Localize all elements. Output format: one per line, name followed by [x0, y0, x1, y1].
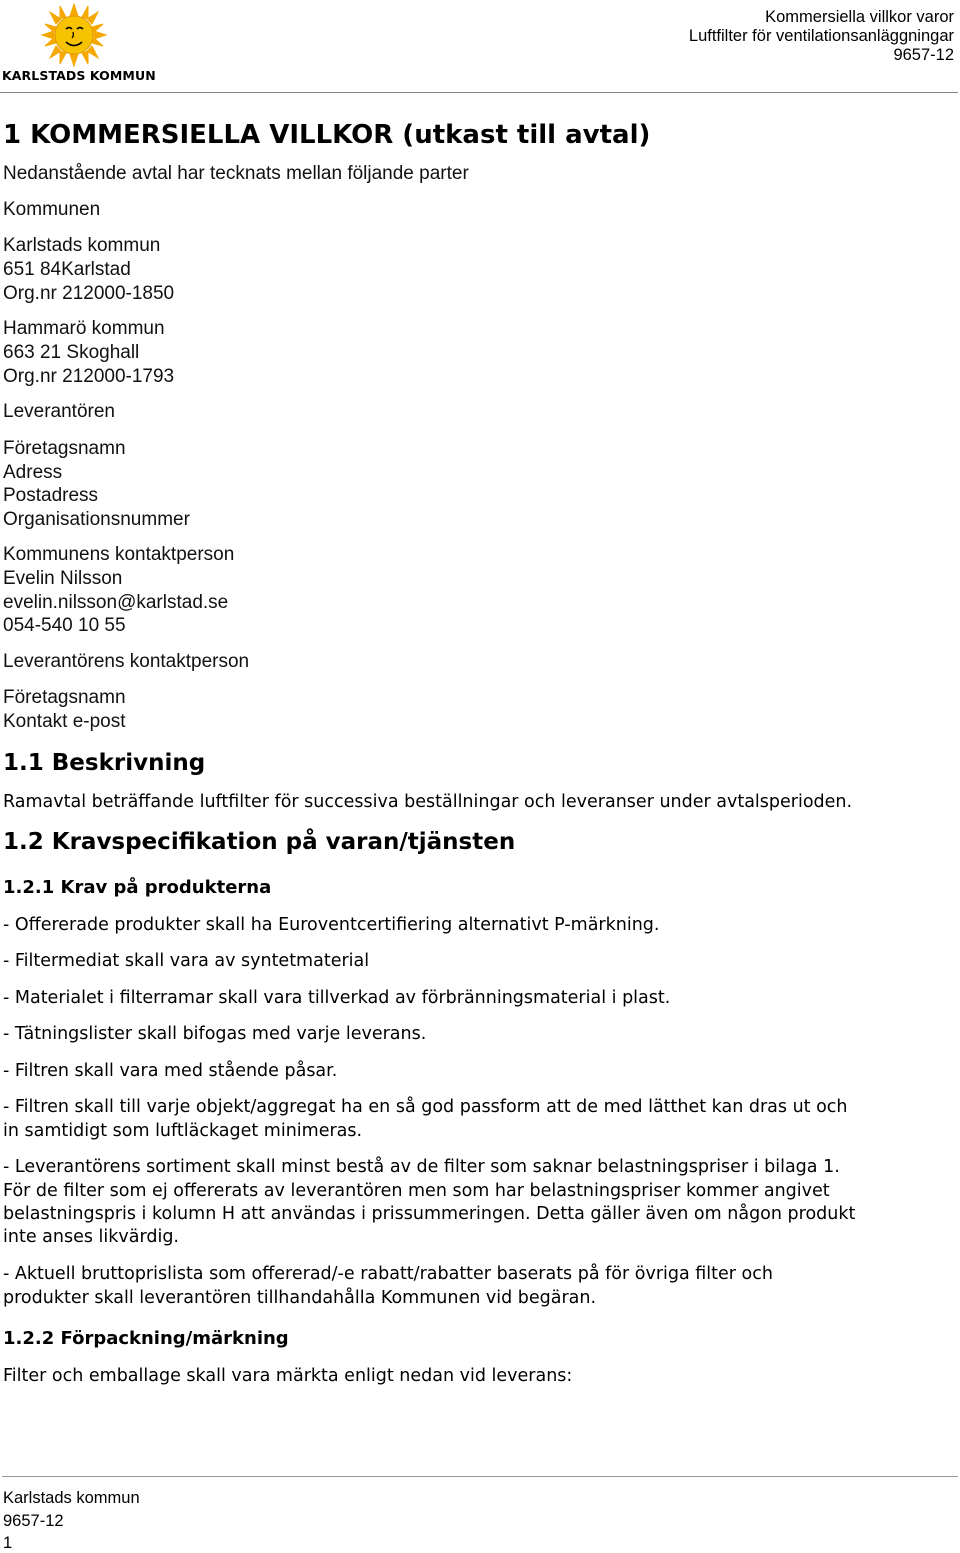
supplier-contact-company: Företagsnamn	[3, 687, 126, 708]
kommun-contact-label: Kommunens kontaktperson	[3, 544, 235, 565]
requirement-6-line-2: in samtidigt som luftläckaget minimeras.	[3, 1121, 363, 1141]
karlstad-address: 651 84Karlstad	[3, 259, 131, 280]
header-divider	[0, 92, 958, 93]
footer-divider	[2, 1476, 958, 1477]
header-title: Kommersiella villkor varor	[765, 8, 954, 26]
requirement-7-line-1: - Leverantörens sortiment skall minst bestå av de filter som saknar belastningspriser i bilaga 1.	[3, 1157, 840, 1177]
kommunen-label: Kommunen	[3, 199, 101, 220]
kommun-contact-phone: 054-540 10 55	[3, 615, 126, 636]
requirement-3: - Materialet i filterramar skall vara tillverkad av förbränningsmaterial i plast.	[3, 988, 671, 1008]
karlstad-orgnr: Org.nr 212000-1850	[3, 283, 175, 304]
section-1-1-text: Ramavtal beträffande luftfilter för successiva beställningar och leveranser under avtalsperioden.	[3, 792, 853, 812]
supplier-contact-email: Kontakt e-post	[3, 711, 126, 732]
section-1-2-heading: 1.2 Kravspecifikation på varan/tjänsten	[3, 829, 516, 855]
field-postadress: Postadress	[3, 485, 99, 506]
section-1-2-2-text: Filter och emballage skall vara märkta enligt nedan vid leverans:	[3, 1366, 573, 1386]
kommun-contact-name: Evelin Nilsson	[3, 568, 123, 589]
requirement-2: - Filtermediat skall vara av syntetmaterial	[3, 951, 370, 971]
leverantoren-label: Leverantören	[3, 401, 115, 422]
sun-icon	[32, 2, 116, 68]
footer-organization: Karlstads kommun	[3, 1489, 140, 1507]
section-1-2-2-heading: 1.2.2 Förpackning/märkning	[3, 1328, 289, 1349]
requirement-1: - Offererade produkter skall ha Euroventcertifiering alternativt P-märkning.	[3, 915, 660, 935]
header-subtitle: Luftfilter för ventilationsanläggningar	[688, 27, 954, 45]
hammaro-name: Hammarö kommun	[3, 318, 165, 339]
hammaro-orgnr: Org.nr 212000-1793	[3, 366, 175, 387]
field-adress: Adress	[3, 462, 63, 483]
kommun-contact-email: evelin.nilsson@karlstad.se	[3, 592, 229, 613]
requirement-4: - Tätningslister skall bifogas med varje leverans.	[3, 1024, 427, 1044]
hammaro-address: 663 21 Skoghall	[3, 342, 140, 363]
footer-page-number: 1	[3, 1534, 13, 1552]
page-header	[0, 0, 960, 92]
field-foretagsnamn: Företagsnamn	[3, 438, 126, 459]
intro-text: Nedanstående avtal har tecknats mellan följande parter	[3, 163, 469, 184]
requirement-5: - Filtren skall vara med stående påsar.	[3, 1061, 338, 1081]
header-document-info	[689, 8, 954, 65]
document-title: 1 KOMMERSIELLA VILLKOR (utkast till avtal)	[3, 120, 651, 150]
requirement-8-line-1: - Aktuell bruttoprislista som offererad/-e rabatt/rabatter baserats på för övriga filter och	[3, 1264, 773, 1284]
requirement-6-line-1: - Filtren skall till varje objekt/aggregat ha en så god passform att de med lätthet kan dras ut och	[3, 1097, 848, 1117]
header-reference: 9657-12	[893, 46, 954, 64]
requirement-7-line-4: inte anses likvärdig.	[3, 1227, 179, 1247]
section-1-1-heading: 1.1 Beskrivning	[3, 750, 206, 776]
karlstad-logo	[2, 2, 156, 84]
supplier-contact-label: Leverantörens kontaktperson	[3, 651, 250, 672]
requirement-7-line-2: För de filter som ej offererats av leverantören men som har belastningspriser kommer angivet	[3, 1181, 830, 1201]
footer-reference: 9657-12	[3, 1512, 64, 1530]
section-1-2-1-heading: 1.2.1 Krav på produkterna	[3, 877, 272, 898]
requirement-8-line-2: produkter skall leverantören tillhandahålla Kommunen vid begäran.	[3, 1288, 597, 1308]
logo-text: KARLSTADS KOMMUN	[2, 68, 156, 83]
field-organisationsnummer: Organisationsnummer	[3, 509, 190, 530]
karlstad-name: Karlstads kommun	[3, 235, 161, 256]
requirement-7-line-3: belastningspris i kolumn H att användas i prissummeringen. Detta gäller även om någon produkt	[3, 1204, 856, 1224]
